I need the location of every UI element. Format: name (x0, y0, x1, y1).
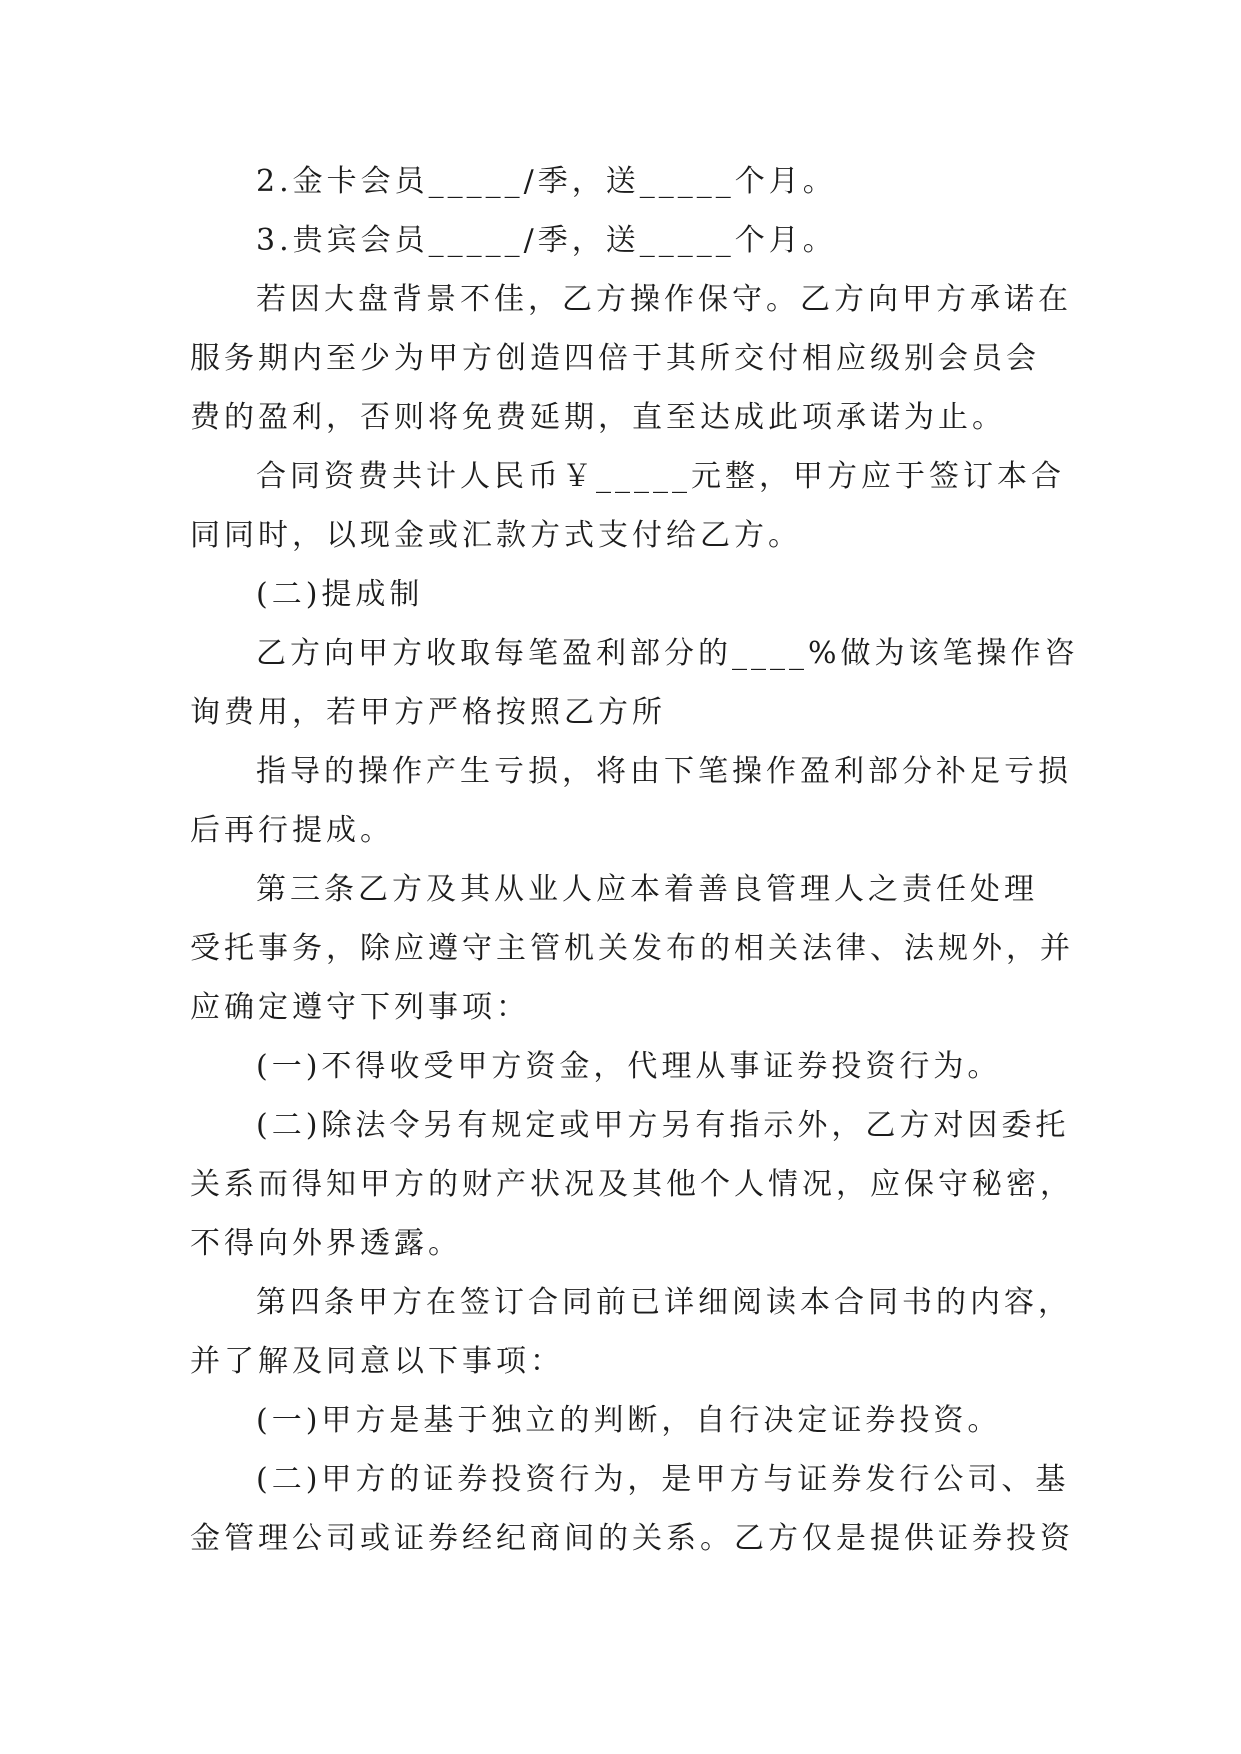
text-line: 乙方向甲方收取每笔盈利部分的____%做为该笔操作咨 (256, 636, 1079, 671)
text-line: 金管理公司或证券经纪商间的关系。乙方仅是提供证券投资 (190, 1521, 1074, 1556)
text-line: 第四条甲方在签订合同前已详细阅读本合同书的内容， (256, 1285, 1072, 1320)
text-line: 第三条乙方及其从业人应本着善良管理人之责任处理 (256, 872, 1038, 907)
text-line: 不得向外界透露。 (190, 1226, 462, 1261)
text-line: 费的盈利，否则将免费延期，直至达成此项承诺为止。 (190, 400, 1006, 435)
text-line: 并了解及同意以下事项： (190, 1344, 564, 1379)
text-line: 2.金卡会员_____/季，送_____个月。 (256, 164, 837, 199)
text-line: 询费用，若甲方严格按照乙方所 (190, 695, 666, 730)
text-line: 同同时，以现金或汇款方式支付给乙方。 (190, 518, 802, 553)
text-line: (二)提成制 (256, 577, 424, 612)
text-line: (一)不得收受甲方资金，代理从事证券投资行为。 (256, 1049, 1002, 1084)
text-line: 服务期内至少为甲方创造四倍于其所交付相应级别会员会 (190, 341, 1040, 376)
text-line: 关系而得知甲方的财产状况及其他个人情况，应保守秘密， (190, 1167, 1074, 1202)
text-line: 后再行提成。 (190, 813, 394, 848)
text-line: 指导的操作产生亏损，将由下笔操作盈利部分补足亏损 (256, 754, 1072, 789)
text-line: 3.贵宾会员_____/季，送_____个月。 (256, 223, 837, 258)
text-line: (二)甲方的证券投资行为，是甲方与证券发行公司、基 (256, 1462, 1070, 1497)
text-line: (二)除法令另有规定或甲方另有指示外，乙方对因委托 (256, 1108, 1070, 1143)
text-line: 合同资费共计人民币￥_____元整，甲方应于签订本合 (256, 459, 1065, 494)
text-line: 若因大盘背景不佳，乙方操作保守。乙方向甲方承诺在 (256, 282, 1072, 317)
text-line: (一)甲方是基于独立的判断，自行决定证券投资。 (256, 1403, 1002, 1438)
text-line: 受托事务，除应遵守主管机关发布的相关法律、法规外，并 (190, 931, 1074, 966)
text-line: 应确定遵守下列事项： (190, 990, 530, 1025)
document-body (190, 152, 1079, 1568)
